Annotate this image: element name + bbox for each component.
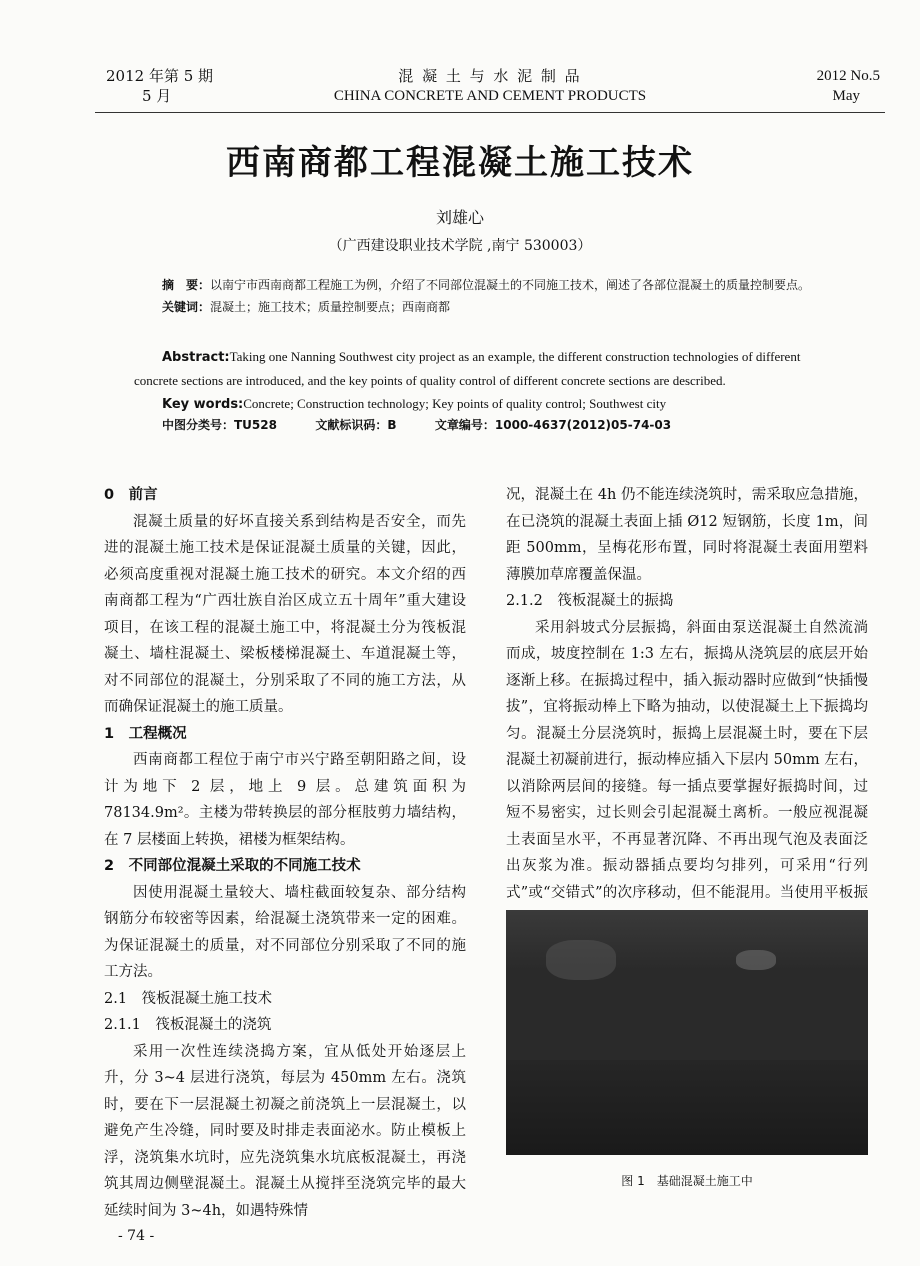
section-2-1-1-heading: 2.1.1 筏板混凝土的浇筑 [104,1017,272,1033]
document-code: 文献标识码：B [315,418,397,432]
abstract-cn [134,274,834,318]
affiliation: （广西建设职业技术学院 ,南宁 530003） [328,238,592,254]
section-0-heading: 0 前言 [104,487,158,503]
section-1-paragraph: 西南商都工程位于南宁市兴宁路至朝阳路之间，设计为地下 2 层，地上 9 层。总建筑面积为 78134.9m²。主楼为带转换层的部分框肢剪力墙结构，在 7 层楼面上转换，裙楼为框架结构。 [104,752,466,848]
author: 刘雄心 [435,208,484,227]
section-2-heading: 2 不同部位混凝土采取的不同施工技术 [104,858,361,874]
continued-paragraph: 况，混凝土在 4h 仍不能连续浇筑时，需采取应急措施，在已浇筑的混凝土表面上插 Ø12 短钢筋，长度 1m，间距 500mm，呈梅花形布置，同时将混凝土表面用塑料薄膜加草席覆盖保温。 [506,487,868,583]
journal-name: 混 凝 土 与 水 泥 制 品 CHINA CONCRETE AND CEMENT PRODUCTS [333,67,647,104]
figure-1-caption: 图 1 基础混凝土施工中 [621,1174,753,1188]
section-0-paragraph: 混凝土质量的好坏直接关系到结构是否安全，而先进的混凝土施工技术是保证混凝土质量的关键，因此，必须高度重视对混凝土施工技术的研究。本文介绍的西南商都工程为“广西壮族自治区成立五十周年”重大建设项目，在该工程的混凝土施工中，将混凝土分为筏板混凝土、墙柱混凝土、梁板楼梯混凝土、车道混凝土等，对不同部位的混凝土，分别采取了不同的施工方法，从而确保证混凝土的施工质量。 [104,513,466,715]
classification-line [162,416,671,433]
page-number: - 74 - [118,1228,155,1244]
section-1-heading: 1 工程概况 [104,725,187,742]
header-rule [95,112,885,113]
section-2-1-1-paragraph: 采用一次性连续浇捣方案，宜从低处开始逐层上升，分 3~4 层进行浇筑，每层为 450mm 左右。浇筑时，要在下一层混凝土初凝之前浇筑上一层混凝土，以避免产生冷缝，同时要及时排走表面泌水。防止模板上浮，浇筑集水坑时，应先浇筑集水坑底板混凝土，再浇筑其周边侧壁混凝土。混凝土从搅拌至浇筑完毕的最大延续时间为 3~4h，如遇特殊情 [104,1043,466,1219]
header-issue-cn: 2012 年第 5 期 5 月 [106,67,214,105]
section-2-1-2-paragraph: 采用斜坡式分层振捣，斜面由泵送混凝土自然流淌而成，坡度控制在 1:3 左右，振捣从浇筑层的底层开始逐渐上移。在振捣过程中，插入振动器时应做到“快插慢拔”，宜将振动棒上下略为抽动，以使混凝土上下振捣均匀。混凝土分层浇筑时，振捣上层混凝土时，要在下层混凝土初凝前进行，振动棒应插入下层内 50mm 左右，以消除两层间的接缝。每一插点要掌握好振捣时间，过短不易密实，过长则会引起混凝土离析。一般应视混凝土表面呈水平，不再显著沉降、不再出现气泡及表面泛出灰浆为准。振动器插点要均匀排列，可采用“行列式”或“交错式”的次序移动，但不能混用。当使用平板振 [506,619,868,901]
keywords-cn-text: 混凝土；施工技术；质量控制要点；西南商都 [210,300,451,314]
abstract-en-label: Abstract: [162,350,230,365]
figure-1-photo [506,910,868,1155]
section-2-paragraph: 因使用混凝土量较大、墙柱截面较复杂、部分结构钢筋分布较密等因素，给混凝土浇筑带来一定的困难。为保证混凝土的质量，对不同部位分别采取了不同的施工方法。 [104,884,466,980]
keywords-cn-label: 关键词： [162,300,211,314]
section-2-1-2-heading: 2.1.2 筏板混凝土的振捣 [506,593,674,609]
right-column [506,482,868,933]
article-number: 文章编号：1000-4637(2012)05-74-03 [434,418,672,432]
keywords-en-text: Concrete; Construction technology; Key points of quality control; Southwest city [243,396,667,411]
header-issue-en: 2012 No.5 May [816,68,880,104]
abstract-cn-label: 摘 要： [162,278,211,292]
section-2-1-heading: 2.1 筏板混凝土施工技术 [104,990,273,1007]
clc-number: 中图分类号：TU528 [162,418,277,432]
keywords-en-label: Key words: [162,397,244,412]
left-column [104,482,466,1224]
abstract-cn-text: 以南宁市西南商都工程施工为例，介绍了不同部位混凝土的不同施工技术，阐述了各部位混凝土的质量控制要点。 [210,278,811,292]
article-title: 西南商都工程混凝土施工技术 [226,143,694,183]
abstract-en [134,345,834,416]
abstract-en-text: Taking one Nanning Southwest city project as an example, the different construction technologies of different concrete sections are introduced, and the key points of quality control of different concrete sections are described. [134,349,801,388]
